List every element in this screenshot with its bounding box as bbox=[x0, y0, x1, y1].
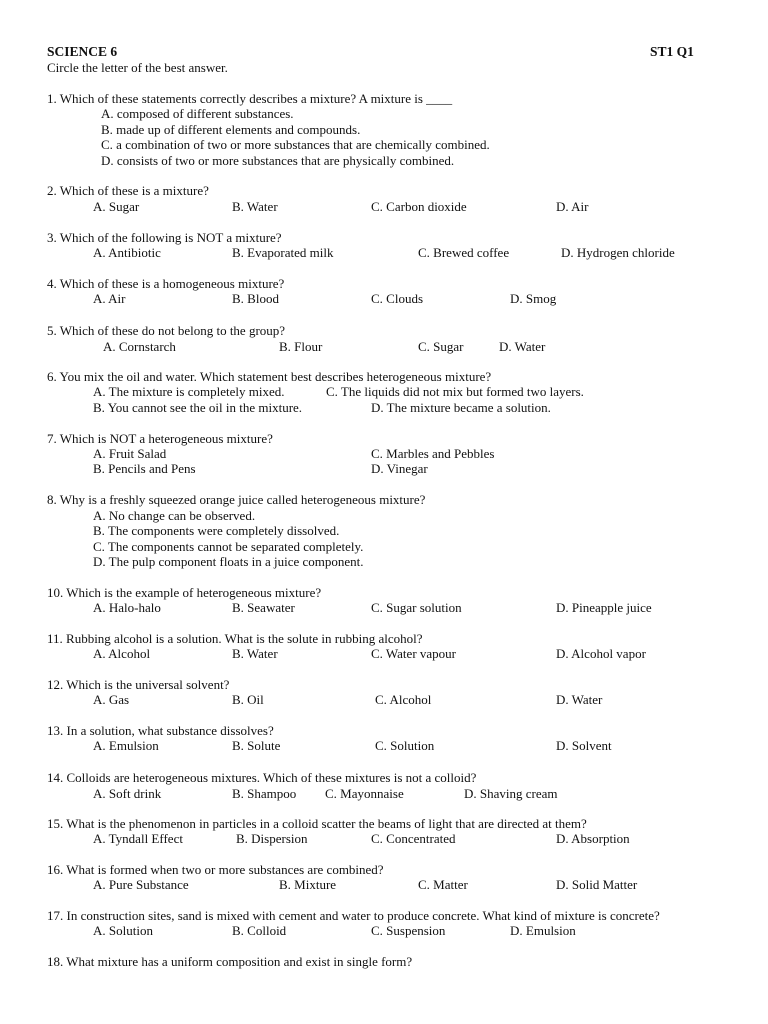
answer-option[interactable]: D. Pineapple juice bbox=[556, 600, 652, 615]
answer-option[interactable]: B. Blood bbox=[232, 291, 279, 306]
answer-option[interactable]: C. Carbon dioxide bbox=[371, 199, 467, 214]
question-14: 14. Colloids are heterogeneous mixtures. Which of these mixtures is not a colloid? bbox=[47, 770, 477, 785]
answer-option[interactable]: B. Solute bbox=[232, 738, 281, 753]
answer-option[interactable]: D. Hydrogen chloride bbox=[561, 245, 675, 260]
question-8: 8. Why is a freshly squeezed orange juice called heterogeneous mixture? bbox=[47, 492, 426, 507]
answer-option[interactable]: A. Gas bbox=[93, 692, 130, 707]
answer-option[interactable]: C. Concentrated bbox=[371, 831, 456, 846]
answer-option[interactable]: A. Pure Substance bbox=[93, 877, 189, 892]
question-11: 11. Rubbing alcohol is a solution. What is the solute in rubbing alcohol? bbox=[47, 631, 423, 646]
answer-option[interactable]: C. The components cannot be separated completely. bbox=[93, 539, 364, 554]
answer-option[interactable]: B. Colloid bbox=[232, 923, 287, 938]
answer-option[interactable]: D. Alcohol vapor bbox=[556, 646, 646, 661]
answer-option[interactable]: C. Alcohol bbox=[375, 692, 432, 707]
question-6: 6. You mix the oil and water. Which statement best describes heterogeneous mixture? bbox=[47, 369, 492, 384]
question-10: 10. Which is the example of heterogeneous mixture? bbox=[47, 585, 322, 600]
question-7: 7. Which is NOT a heterogeneous mixture? bbox=[47, 431, 273, 446]
answer-option[interactable]: C. Matter bbox=[418, 877, 468, 892]
subject-title: SCIENCE 6 bbox=[47, 44, 118, 59]
answer-option[interactable]: D. Vinegar bbox=[371, 461, 428, 476]
answer-option[interactable]: B. Water bbox=[232, 646, 278, 661]
answer-option[interactable]: B. You cannot see the oil in the mixture. bbox=[93, 400, 303, 415]
answer-option[interactable]: B. made up of different elements and compounds. bbox=[101, 122, 361, 137]
answer-option[interactable]: A. Soft drink bbox=[93, 786, 162, 801]
answer-option[interactable]: D. Smog bbox=[510, 291, 557, 306]
answer-option[interactable]: A. The mixture is completely mixed. bbox=[93, 384, 285, 399]
answer-option[interactable]: B. Flour bbox=[279, 339, 323, 354]
answer-option[interactable]: D. Water bbox=[556, 692, 603, 707]
answer-option[interactable]: C. Mayonnaise bbox=[325, 786, 404, 801]
question-5: 5. Which of these do not belong to the group? bbox=[47, 323, 286, 338]
answer-option[interactable]: C. Sugar solution bbox=[371, 600, 462, 615]
answer-option[interactable]: D. Emulsion bbox=[510, 923, 576, 938]
answer-option[interactable]: D. Water bbox=[499, 339, 546, 354]
answer-option[interactable]: B. The components were completely dissolved. bbox=[93, 523, 340, 538]
question-13: 13. In a solution, what substance dissolves? bbox=[47, 723, 274, 738]
question-15: 15. What is the phenomenon in particles in a colloid scatter the beams of light that are directed at them? bbox=[47, 816, 587, 831]
answer-option[interactable]: C. Brewed coffee bbox=[418, 245, 510, 260]
answer-option[interactable]: B. Pencils and Pens bbox=[93, 461, 196, 476]
answer-option[interactable]: B. Evaporated milk bbox=[232, 245, 334, 260]
test-code: ST1 Q1 bbox=[650, 44, 694, 59]
question-2: 2. Which of these is a mixture? bbox=[47, 183, 209, 198]
answer-option[interactable]: D. The mixture became a solution. bbox=[371, 400, 551, 415]
answer-option[interactable]: B. Dispersion bbox=[236, 831, 308, 846]
answer-option[interactable]: B. Oil bbox=[232, 692, 264, 707]
answer-option[interactable]: C. Clouds bbox=[371, 291, 424, 306]
answer-option[interactable]: C. Sugar bbox=[418, 339, 464, 354]
answer-option[interactable]: A. Tyndall Effect bbox=[93, 831, 183, 846]
answer-option[interactable]: A. Antibiotic bbox=[93, 245, 161, 260]
answer-option[interactable]: A. Solution bbox=[93, 923, 153, 938]
answer-option[interactable]: D. Solvent bbox=[556, 738, 612, 753]
answer-option[interactable]: D. The pulp component floats in a juice component. bbox=[93, 554, 364, 569]
answer-option[interactable]: D. Air bbox=[556, 199, 589, 214]
answer-option[interactable]: B. Shampoo bbox=[232, 786, 297, 801]
question-3: 3. Which of the following is NOT a mixture? bbox=[47, 230, 282, 245]
question-17: 17. In construction sites, sand is mixed with cement and water to produce concrete. What kind of mixture is concrete? bbox=[47, 908, 660, 923]
answer-option[interactable]: D. Solid Matter bbox=[556, 877, 638, 892]
answer-option[interactable]: C. Water vapour bbox=[371, 646, 456, 661]
answer-option[interactable]: A. Halo-halo bbox=[93, 600, 161, 615]
question-1: 1. Which of these statements correctly describes a mixture? A mixture is ____ bbox=[47, 91, 453, 106]
answer-option[interactable]: D. consists of two or more substances that are physically combined. bbox=[101, 153, 455, 168]
answer-option[interactable]: A. Emulsion bbox=[93, 738, 159, 753]
question-16: 16. What is formed when two or more substances are combined? bbox=[47, 862, 384, 877]
answer-option[interactable]: A. Sugar bbox=[93, 199, 140, 214]
instructions: Circle the letter of the best answer. bbox=[47, 60, 228, 75]
question-4: 4. Which of these is a homogeneous mixture? bbox=[47, 276, 285, 291]
answer-option[interactable]: C. The liquids did not mix but formed two layers. bbox=[326, 384, 584, 399]
answer-option[interactable]: D. Absorption bbox=[556, 831, 630, 846]
answer-option[interactable]: B. Mixture bbox=[279, 877, 337, 892]
answer-option[interactable]: A. Alcohol bbox=[93, 646, 151, 661]
answer-option[interactable]: A. Air bbox=[93, 291, 126, 306]
answer-option[interactable]: C. a combination of two or more substances that are chemically combined. bbox=[101, 137, 490, 152]
answer-option[interactable]: B. Water bbox=[232, 199, 278, 214]
answer-option[interactable]: A. composed of different substances. bbox=[101, 106, 294, 121]
answer-option[interactable]: A. Cornstarch bbox=[103, 339, 176, 354]
answer-option[interactable]: C. Marbles and Pebbles bbox=[371, 446, 495, 461]
answer-option[interactable]: A. Fruit Salad bbox=[93, 446, 167, 461]
question-18: 18. What mixture has a uniform composition and exist in single form? bbox=[47, 954, 413, 969]
answer-option[interactable]: C. Solution bbox=[375, 738, 435, 753]
question-12: 12. Which is the universal solvent? bbox=[47, 677, 230, 692]
answer-option[interactable]: A. No change can be observed. bbox=[93, 508, 256, 523]
answer-option[interactable]: D. Shaving cream bbox=[464, 786, 558, 801]
answer-option[interactable]: C. Suspension bbox=[371, 923, 446, 938]
answer-option[interactable]: B. Seawater bbox=[232, 600, 295, 615]
